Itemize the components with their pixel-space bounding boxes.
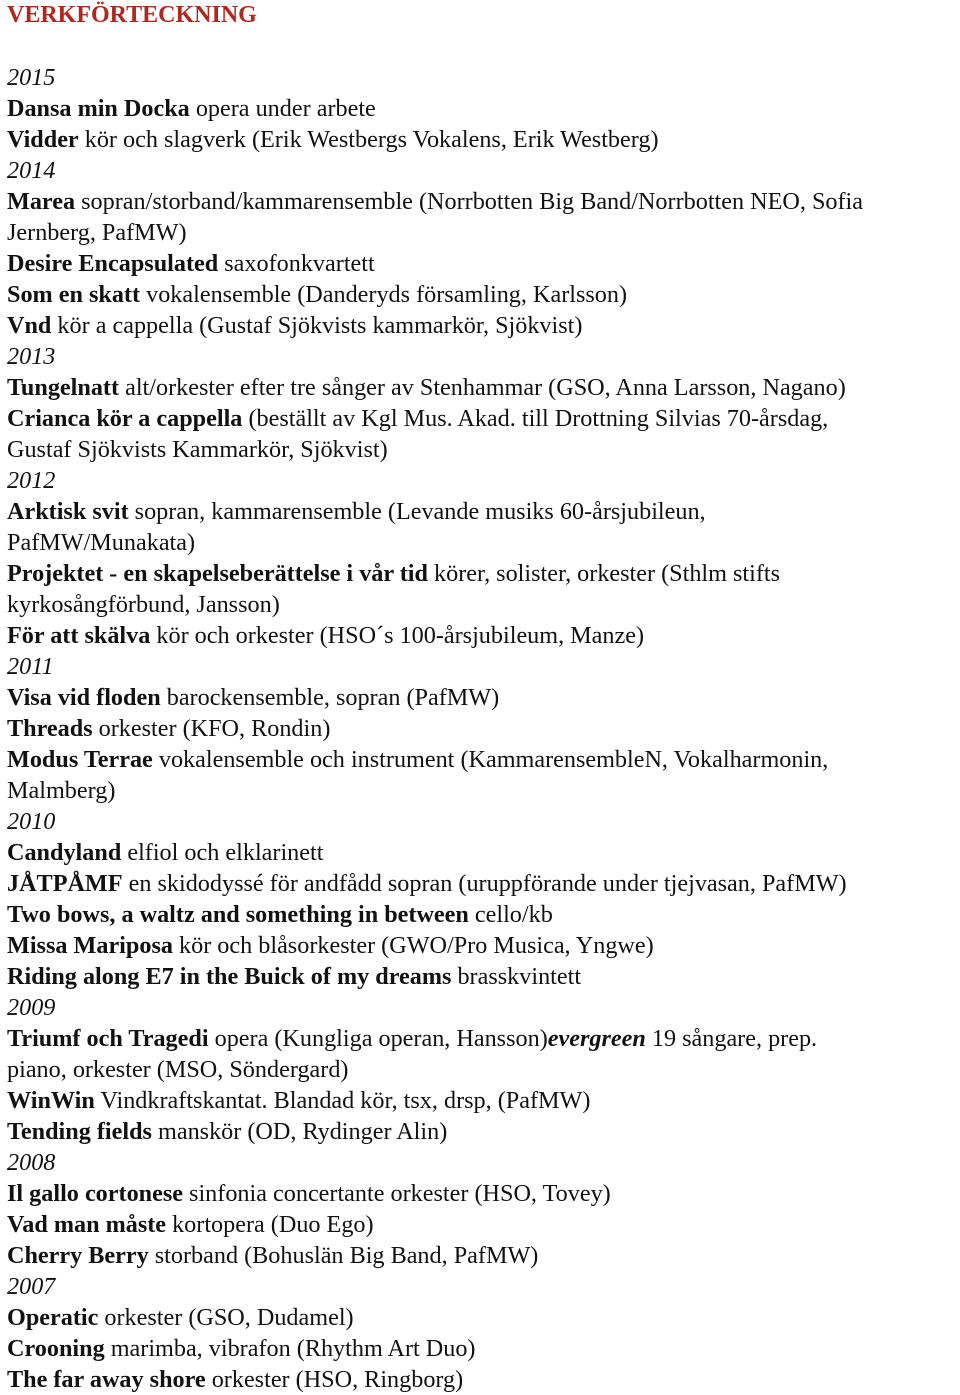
- work-entry-line: [7, 124, 957, 155]
- work-title: Cherry Berry: [7, 1242, 149, 1269]
- work-title: JÅTPÅMF: [7, 870, 123, 897]
- work-title-italic: evergreen: [547, 1025, 646, 1052]
- work-details: Jernberg, PafMW): [7, 219, 187, 246]
- work-entry-line: [7, 744, 957, 775]
- work-details: cello/kb: [468, 901, 553, 928]
- work-details: Vindkraftskantat. Blandad kör, tsx, drsp, (PafMW): [94, 1087, 591, 1114]
- work-details: 19 sångare, prep.: [645, 1025, 818, 1052]
- work-details: sopran/storband/kammarensemble (Norrbotten Big Band/Norrbotten NEO, Sofia: [75, 188, 863, 215]
- work-entry-line: [7, 868, 957, 899]
- work-details: alt/orkester efter tre sånger av Stenhammar (GSO, Anna Larsson, Nagano): [119, 374, 846, 401]
- work-details: brasskvintett: [451, 963, 582, 990]
- work-details: marimba, vibrafon (Rhythm Art Duo): [104, 1335, 476, 1362]
- work-entry-line: [7, 496, 957, 527]
- work-entry-line: [7, 248, 957, 279]
- work-title: Tending fields: [7, 1118, 152, 1145]
- work-entry-line: [7, 279, 957, 310]
- year-heading: 2009: [7, 994, 56, 1021]
- work-details: Malmberg): [7, 777, 116, 804]
- work-title: WinWin: [7, 1087, 95, 1114]
- work-entry-line: [7, 1302, 957, 1333]
- work-entry-line: [7, 1054, 957, 1085]
- work-details: en skidodyssé för andfådd sopran (uruppförande under tjejvasan, PafMW): [122, 870, 847, 897]
- work-title: Vidder: [7, 126, 79, 153]
- work-entry-line: [7, 527, 957, 558]
- work-details: storband (Bohuslän Big Band, PafMW): [148, 1242, 539, 1269]
- work-details: piano, orkester (MSO, Söndergard): [7, 1056, 349, 1083]
- work-entry-line: [7, 1364, 957, 1395]
- work-entry-line: [7, 961, 957, 992]
- work-details: vokalensemble och instrument (KammarensembleN, Vokalharmonin,: [152, 746, 829, 773]
- work-details: Gustaf Sjökvists Kammarkör, Sjökvist): [7, 436, 388, 463]
- year-heading: 2013: [7, 343, 56, 370]
- work-title: Riding along E7 in the Buick of my dreams: [7, 963, 452, 990]
- work-entry-line: [7, 620, 957, 651]
- work-title: Candyland: [7, 839, 122, 866]
- work-title: Il gallo cortonese: [7, 1180, 183, 1207]
- work-list: [7, 62, 957, 1395]
- work-list-document: [7, 0, 957, 1395]
- year-heading: 2007: [7, 1273, 56, 1300]
- year-heading: 2015: [7, 64, 56, 91]
- work-details: kör och blåsorkester (GWO/Pro Musica, Yngwe): [172, 932, 654, 959]
- work-details: kör och orkester (HSO´s 100-årsjubileum, Manze): [150, 622, 645, 649]
- work-title: Projektet - en skapelseberättelse i vår tid: [7, 560, 428, 587]
- work-title: Triumf och Tragedi: [7, 1025, 209, 1052]
- work-entry-line: [7, 713, 957, 744]
- work-title: Marea: [7, 188, 76, 215]
- work-details: sinfonia concertante orkester (HSO, Tovey): [183, 1180, 611, 1207]
- year-heading: 2012: [7, 467, 56, 494]
- work-details: orkester (GSO, Dudamel): [98, 1304, 354, 1331]
- work-title: Vnd: [7, 312, 52, 339]
- work-entry-line: [7, 837, 957, 868]
- work-title: Vad man måste: [7, 1211, 167, 1238]
- work-details: opera (Kungliga operan, Hansson): [208, 1025, 548, 1052]
- work-title: Visa vid floden: [7, 684, 161, 711]
- work-entry-line: [7, 1085, 957, 1116]
- work-entry-line: [7, 1209, 957, 1240]
- work-entry-line: [7, 434, 957, 465]
- work-details: orkester (HSO, Ringborg): [205, 1366, 464, 1393]
- work-entry-line: [7, 403, 957, 434]
- work-title: Operatic: [7, 1304, 99, 1331]
- work-entry-line: [7, 930, 957, 961]
- work-details: kyrkosångförbund, Jansson): [7, 591, 280, 618]
- page-title: VERKFÖRTECKNING: [7, 2, 257, 28]
- work-entry-line: [7, 217, 957, 248]
- work-title: Missa Mariposa: [7, 932, 173, 959]
- work-entry-line: [7, 682, 957, 713]
- work-title: Arktisk svit: [7, 498, 129, 525]
- work-details: PafMW/Munakata): [7, 529, 196, 556]
- work-entry-line: [7, 558, 957, 589]
- work-title: The far away shore: [7, 1366, 206, 1393]
- work-details: vokalensemble (Danderyds församling, Karlsson): [140, 281, 628, 308]
- work-entry-line: [7, 93, 957, 124]
- work-title: Modus Terrae: [7, 746, 153, 773]
- work-entry-line: [7, 310, 957, 341]
- work-details: barockensemble, sopran (PafMW): [160, 684, 500, 711]
- work-entry-line: [7, 899, 957, 930]
- work-details: (beställt av Kgl Mus. Akad. till Drottning Silvias 70-årsdag,: [242, 405, 829, 432]
- year-heading: 2014: [7, 157, 56, 184]
- work-title: Two bows, a waltz and something in between: [7, 901, 469, 928]
- work-entry-line: [7, 372, 957, 403]
- year-heading: 2011: [7, 653, 54, 680]
- work-details: orkester (KFO, Rondin): [92, 715, 331, 742]
- work-title: Dansa min Docka: [7, 95, 190, 122]
- work-details: manskör (OD, Rydinger Alin): [151, 1118, 448, 1145]
- work-details: saxofonkvartett: [218, 250, 375, 277]
- work-details: opera under arbete: [189, 95, 376, 122]
- work-entry-line: [7, 1333, 957, 1364]
- work-entry-line: [7, 1116, 957, 1147]
- work-details: sopran, kammarensemble (Levande musiks 60-årsjubileun,: [128, 498, 706, 525]
- work-entry-line: [7, 589, 957, 620]
- work-entry-line: [7, 1240, 957, 1271]
- title-spacer: [7, 31, 957, 62]
- work-title: Crooning: [7, 1335, 105, 1362]
- work-details: elfiol och elklarinett: [121, 839, 324, 866]
- work-title: För att skälva: [7, 622, 151, 649]
- work-entry-line: [7, 775, 957, 806]
- work-details: kör och slagverk (Erik Westbergs Vokalens, Erik Westberg): [78, 126, 659, 153]
- work-title: Crianca kör a cappella: [7, 405, 243, 432]
- work-entry-line: [7, 1023, 957, 1054]
- work-details: körer, solister, orkester (Sthlm stifts: [427, 560, 781, 587]
- work-details: kör a cappella (Gustaf Sjökvists kammarkör, Sjökvist): [51, 312, 583, 339]
- work-entry-line: [7, 1178, 957, 1209]
- work-title: Tungelnatt: [7, 374, 120, 401]
- year-heading: 2010: [7, 808, 56, 835]
- work-title: Som en skatt: [7, 281, 141, 308]
- year-heading: 2008: [7, 1149, 56, 1176]
- work-title: Desire Encapsulated: [7, 250, 219, 277]
- work-title: Threads: [7, 715, 93, 742]
- work-details: kortopera (Duo Ego): [166, 1211, 374, 1238]
- work-entry-line: [7, 186, 957, 217]
